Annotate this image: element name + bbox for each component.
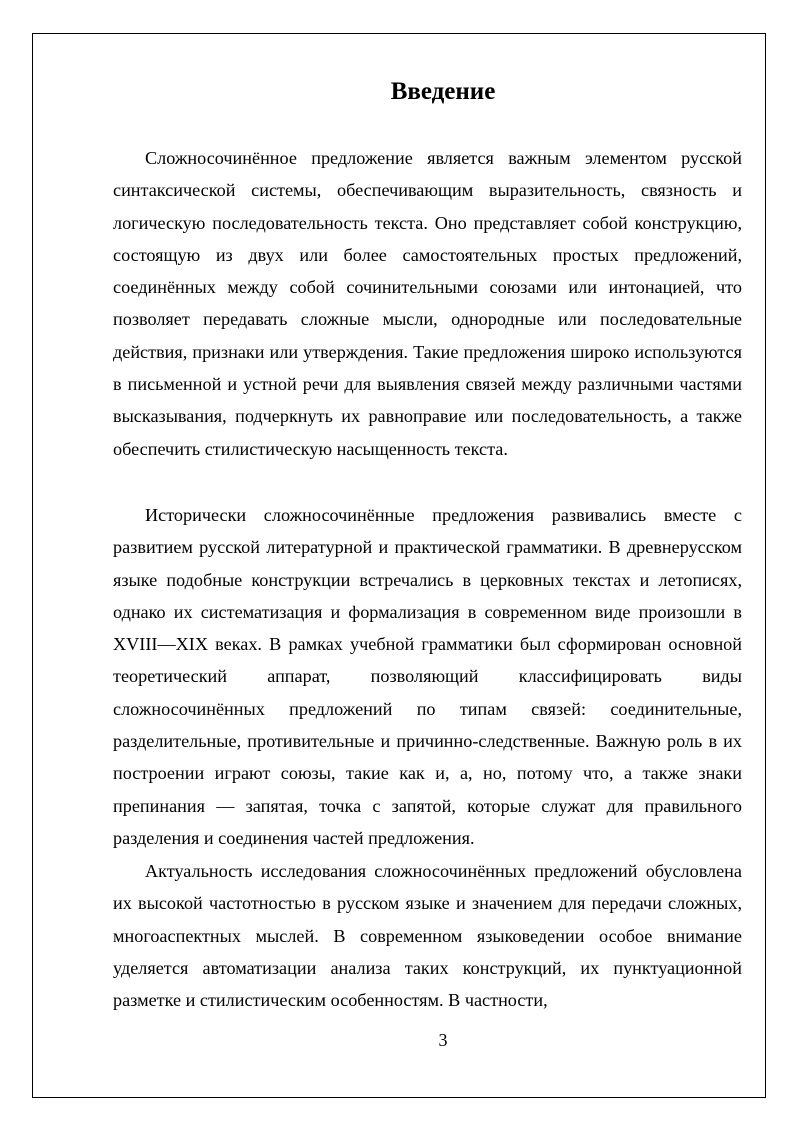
page-number: 3 xyxy=(438,1030,448,1050)
paragraph-2: Исторически сложносочинённые предложения развивались вместе с развитием русской литературной и практической грамматики. В древнерусском языке подобные конструкции встречались в церковных текстах и летописях, однако их систематизация и формализация в современном виде произошли в XVIII—XIX веках. В рамках учебной грамматики был сформирован основной теоретический аппарат, позволяющий классифицировать виды сложносочинённых предложений по типам связей: соединительные, разделительные, противительные и причинно-следственные. Важную роль в их построении играют союзы, такие как и, а, но, потому что, а также знаки препинания — запятая, точка с запятой, которые служат для правильного разделения и соединения частей предложения. xyxy=(113,505,742,848)
paragraph-3: Актуальность исследования сложносочинённых предложений обусловлена их высокой частотностью в русском языке и значением для передачи сложных, многоаспектных мыслей. В современном языковедении особое внимание уделяется автоматизации анализа таких конструкций, их пунктуационной разметке и стилистическим особенностям. В частности, xyxy=(113,861,742,1011)
page-title: Введение xyxy=(390,78,496,105)
paragraph-1: Сложносочинённое предложение является важным элементом русской синтаксической системы, обеспечивающим выразительность, связность и логическую последовательность текста. Оно представляет собой конструкцию, состоящую из двух или более самостоятельных простых предложений, соединённых между собой сочинительными союзами или интонацией, что позволяет передавать сложные мысли, однородные или последовательные действия, признаки или утверждения. Такие предложения широко используются в письменной и устной речи для выявления связей между различными частями высказывания, подчеркнуть их равноправие или последовательность, а также обеспечить стилистическую насыщенность текста. xyxy=(113,148,742,459)
